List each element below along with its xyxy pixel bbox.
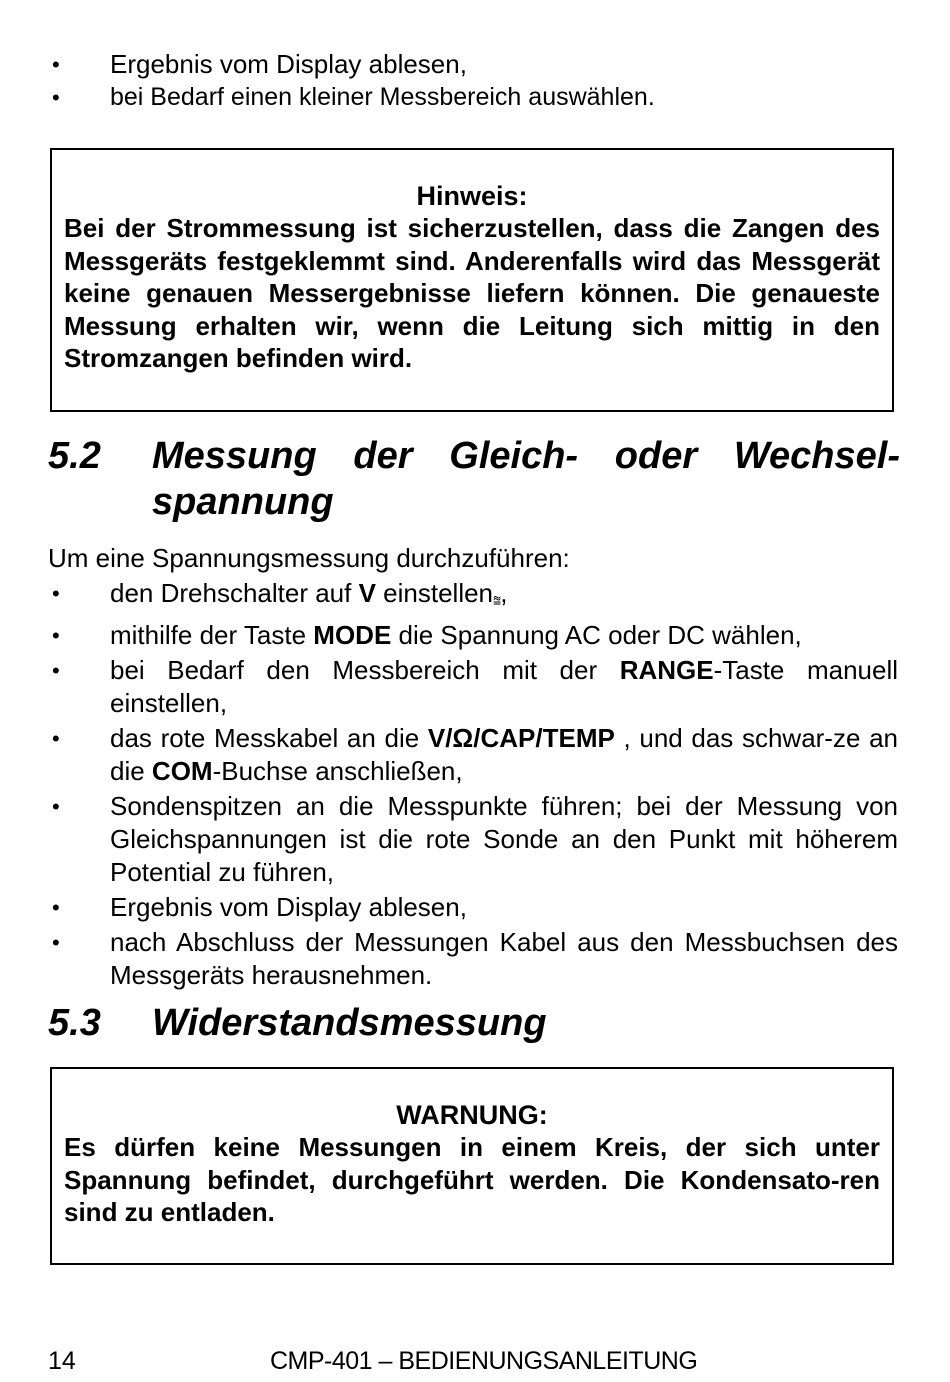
document-title: CMP-401 – BEDIENUNGSANLEITUNG — [270, 1347, 698, 1375]
socket-label: COM — [151, 756, 213, 786]
section-number: 5.3 — [48, 1002, 101, 1044]
list-item: • den Drehschalter auf V einstellen⩰, — [48, 577, 898, 617]
ac-dc-symbol-icon: ⩰ — [493, 592, 501, 608]
list-item: • Sondenspitzen an die Messpunkte führen; bei der Messung von Gleichspannungen ist die rote Sonde an den Punkt mit höherem Potential zu führen, — [48, 790, 898, 889]
list-item: • Ergebnis vom Display ablesen, — [48, 48, 898, 81]
list-item: • mithilfe der Taste MODE die Spannung AC oder DC wählen, — [48, 619, 898, 652]
list-item: • bei Bedarf einen kleiner Messbereich auswählen. — [48, 81, 898, 114]
note-body: Bei der Strommessung ist sicherzustellen, dass die Zangen des Messgeräts festgeklemmt sind. Anderenfalls wird das Messgerät keine genauen Messergebnisse liefern können. Die genaueste Messung erhalten wir, wenn die Leitung sich mittig in den Stromzangen befinden wird. — [64, 213, 880, 373]
list-item: • nach Abschluss der Messungen Kabel aus den Messbuchsen des Messgeräts herausnehmen. — [48, 926, 898, 992]
section-title: Widerstandsmessung — [152, 1002, 547, 1044]
list-item: • Ergebnis vom Display ablesen, — [48, 891, 898, 924]
voltage-steps-list — [48, 577, 898, 992]
note-title: Hinweis: — [416, 181, 528, 211]
section-heading-5-3 — [48, 1001, 900, 1047]
section-intro: Um eine Spannungsmessung durchzuführen: — [48, 543, 570, 573]
warning-box — [50, 1067, 894, 1265]
socket-label: V/Ω/CAP/TEMP — [427, 723, 615, 753]
key-label: RANGE — [619, 655, 714, 685]
warning-title: WARNUNG: — [396, 1100, 548, 1130]
section-title-line2: spannung — [152, 481, 334, 523]
top-bullet-list — [48, 48, 898, 114]
list-item: • das rote Messkabel an die V/Ω/CAP/TEMP , und das schwar-ze an die COM-Buchse anschließen, — [48, 722, 898, 788]
section-heading-5-2 — [48, 434, 900, 524]
list-item: • bei Bedarf den Messbereich mit der RANGE-Taste manuell einstellen, — [48, 654, 898, 720]
page-number: 14 — [48, 1347, 76, 1375]
key-label: MODE — [313, 620, 392, 650]
key-label: V — [358, 578, 376, 608]
section-title-line1: Messung der Gleich- oder Wechsel- — [152, 435, 900, 477]
note-box — [50, 148, 894, 412]
section-number: 5.2 — [48, 435, 101, 477]
warning-body: Es dürfen keine Messungen in einem Kreis, der sich unter Spannung befindet, durchgeführt werden. Die Kondensato-ren sind zu entladen. — [64, 1132, 880, 1227]
